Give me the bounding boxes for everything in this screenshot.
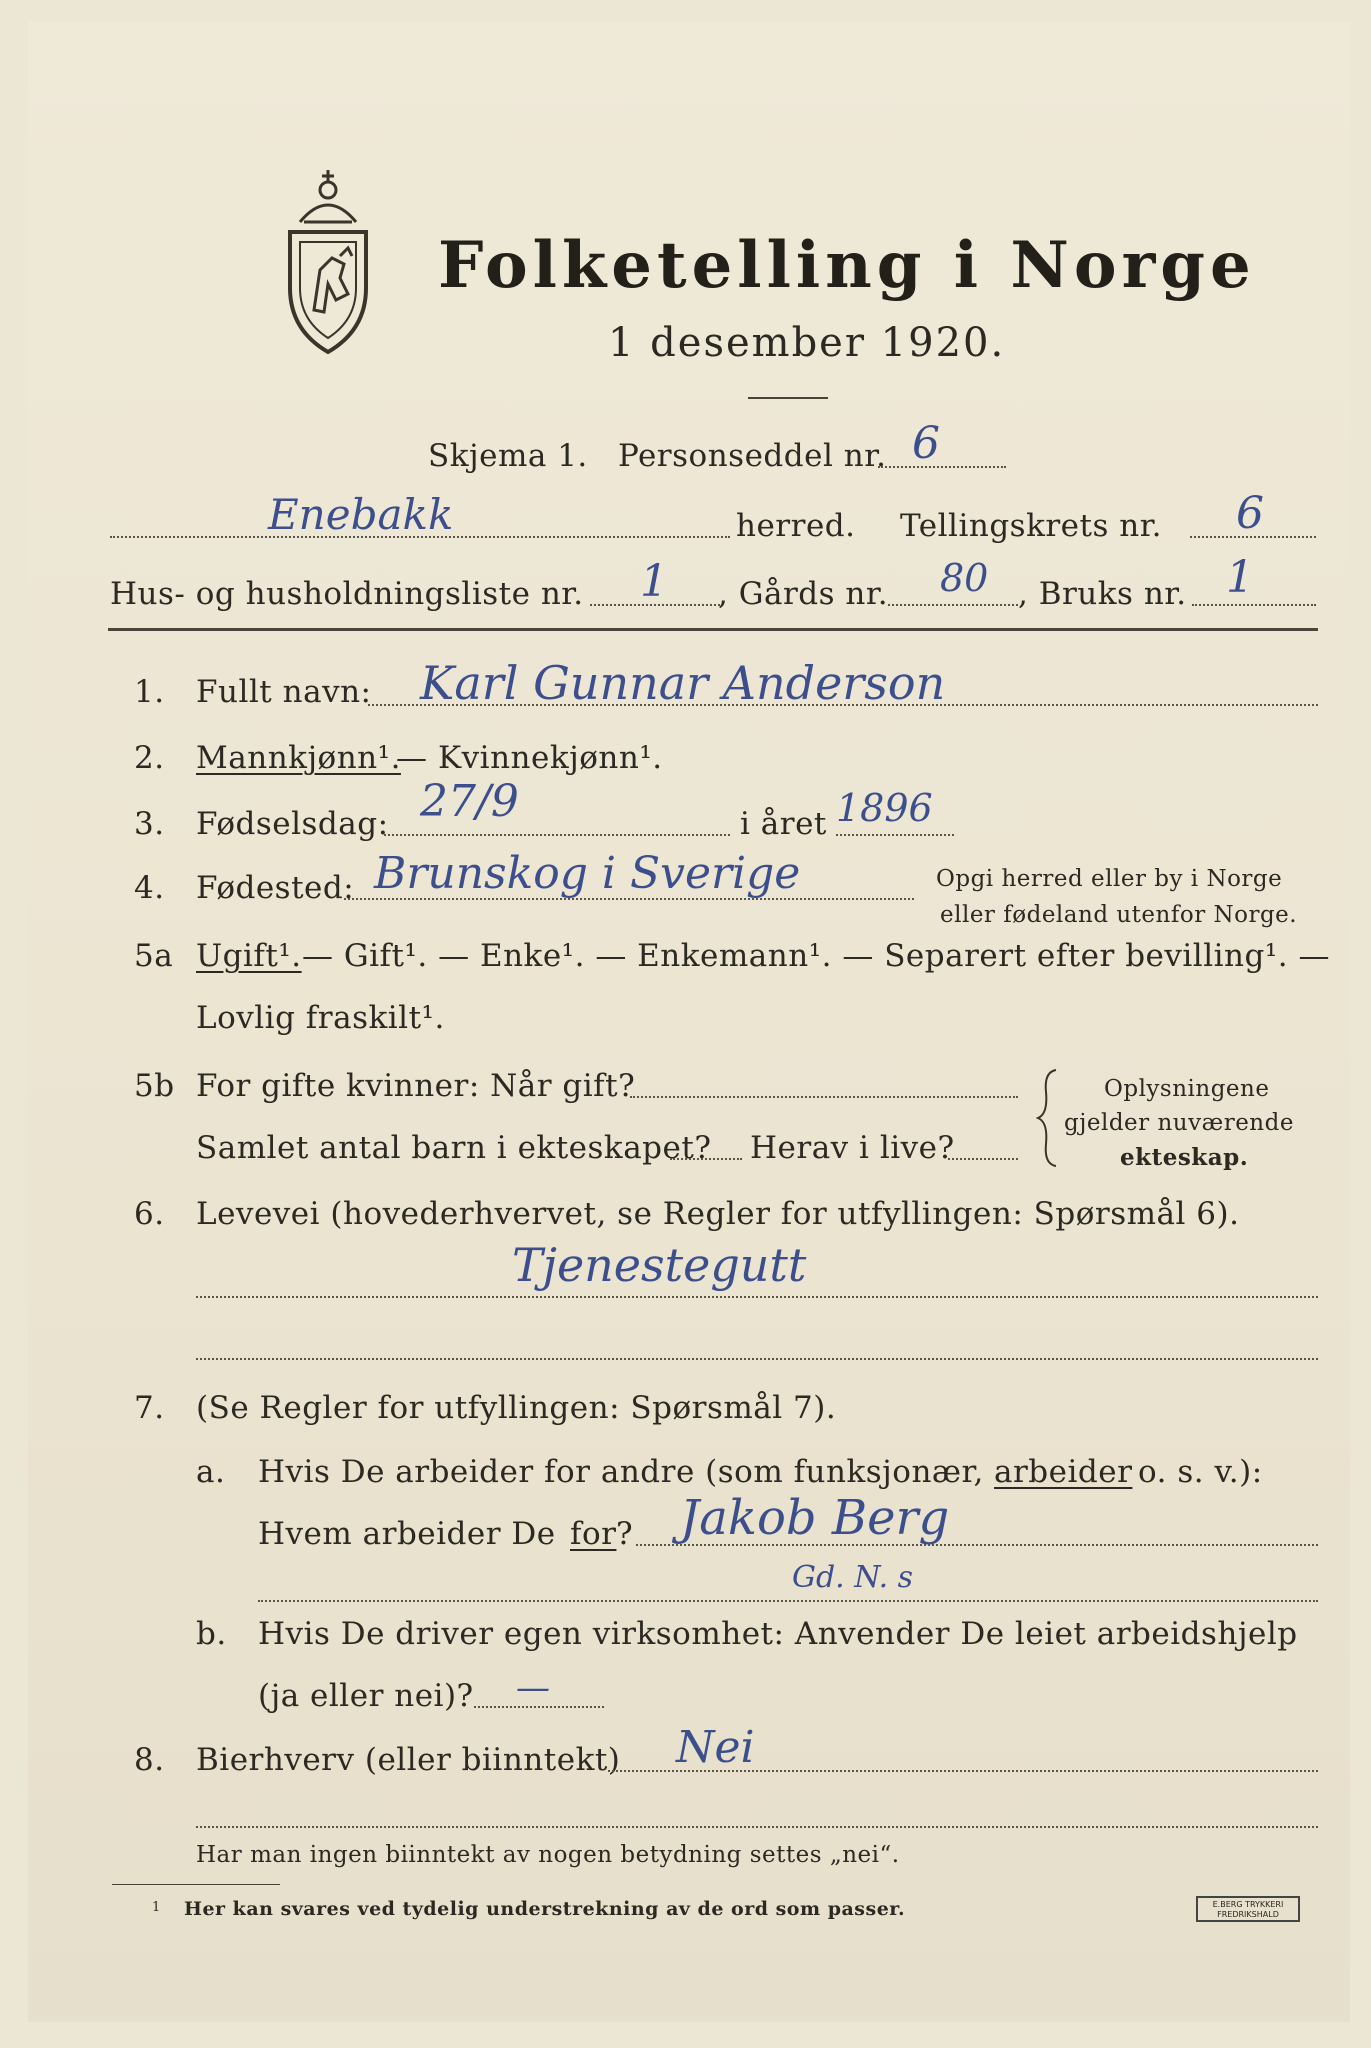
q8-field-line-2 bbox=[196, 1826, 1318, 1828]
q7-label: (Se Regler for utfyllingen: Spørsmål 7). bbox=[196, 1390, 837, 1426]
q8-value[interactable]: Nei bbox=[676, 1722, 755, 1773]
q5b-married-field-line bbox=[630, 1096, 1018, 1098]
q5b-children-field-line bbox=[670, 1158, 742, 1160]
q5a-option-ugift[interactable]: Ugift¹. bbox=[196, 938, 302, 974]
q3-date-field-line bbox=[384, 834, 730, 836]
q6-number: 6. bbox=[134, 1196, 165, 1232]
q5a-number: 5a bbox=[134, 938, 174, 974]
footer-note: Har man ingen biinntekt av nogen betydning settes „nei“. bbox=[196, 1842, 900, 1868]
q2-separator: — bbox=[396, 740, 428, 776]
q5b-alive-field-line bbox=[948, 1158, 1018, 1160]
q8-label: Bierhverv (eller biinntekt) bbox=[196, 1742, 621, 1778]
gards-value[interactable]: 80 bbox=[940, 556, 989, 600]
brace-icon bbox=[1036, 1068, 1060, 1168]
q1-full-name-value[interactable]: Karl Gunnar Anderson bbox=[420, 656, 946, 710]
q5a-other-options[interactable]: — Gift¹. — Enke¹. — Enkemann¹. — Separert efter bevilling¹. — bbox=[302, 938, 1330, 974]
gards-field-line bbox=[888, 604, 1018, 606]
q2-number: 2. bbox=[134, 740, 165, 776]
husliste-value[interactable]: 1 bbox=[640, 556, 668, 607]
q7b-line2-label: (ja eller nei)? bbox=[258, 1678, 474, 1714]
q7b-letter: b. bbox=[196, 1616, 227, 1652]
gards-label: , Gårds nr. bbox=[718, 576, 889, 612]
q4-birthplace-value[interactable]: Brunskog i Sverige bbox=[374, 848, 801, 899]
q5b-note2: gjelder nuværende bbox=[1064, 1110, 1294, 1136]
bruks-label: , Bruks nr. bbox=[1018, 576, 1187, 612]
q7a-option-for[interactable]: for bbox=[570, 1516, 617, 1552]
q2-option-female[interactable]: Kvinnekjønn¹. bbox=[438, 740, 663, 776]
q6-occupation-value[interactable]: Tjenestegutt bbox=[512, 1238, 807, 1292]
q6-label: Levevei (hovederhvervet, se Regler for utfyllingen: Spørsmål 6). bbox=[196, 1196, 1240, 1232]
q7a-line1-pre: Hvis De arbeider for andre (som funksjonær, bbox=[258, 1454, 984, 1490]
bruks-field-line bbox=[1192, 604, 1316, 606]
form-subtitle: 1 desember 1920. bbox=[608, 320, 1006, 366]
q5b-number: 5b bbox=[134, 1068, 175, 1104]
q5b-alive-label: Herav i live? bbox=[750, 1130, 955, 1166]
q7a-letter: a. bbox=[196, 1454, 226, 1490]
q4-note-line2: eller fødeland utenfor Norge. bbox=[940, 902, 1298, 928]
q7a-line2-pre: Hvem arbeider De bbox=[258, 1516, 556, 1552]
q6-field-line-2 bbox=[196, 1358, 1318, 1360]
printer-stamp-line1: E.BERG TRYKKERI bbox=[1212, 1900, 1284, 1909]
footnote-mark: 1 bbox=[152, 1900, 161, 1915]
personseddel-field-line bbox=[878, 466, 1006, 468]
norway-coat-of-arms-icon bbox=[270, 160, 386, 356]
tellingskrets-value[interactable]: 6 bbox=[1236, 488, 1264, 539]
footnote-text: Her kan svares ved tydelig understrekning av de ord som passer. bbox=[184, 1898, 906, 1920]
q3-birthdate-value[interactable]: 27/9 bbox=[420, 776, 519, 827]
q3-label: Fødselsdag: bbox=[196, 806, 389, 842]
q5b-children-label: Samlet antal barn i ekteskapet? bbox=[196, 1130, 712, 1166]
q7-number: 7. bbox=[134, 1390, 165, 1426]
printer-stamp bbox=[1196, 1896, 1300, 1922]
bruks-value[interactable]: 1 bbox=[1226, 552, 1254, 603]
form-title: Folketelling i Norge bbox=[438, 228, 1256, 303]
q1-label: Fullt navn: bbox=[196, 674, 372, 710]
q7a-field-line-2 bbox=[258, 1600, 1318, 1602]
q3-number: 3. bbox=[134, 806, 165, 842]
personseddel-value[interactable]: 6 bbox=[912, 418, 940, 469]
q3-year-label: i året bbox=[740, 806, 827, 842]
header-separator bbox=[108, 628, 1318, 631]
q5b-note3: ekteskap. bbox=[1120, 1144, 1249, 1171]
q7a-option-arbeider[interactable]: arbeider bbox=[994, 1454, 1133, 1490]
q2-option-male[interactable]: Mannkjønn¹. bbox=[196, 740, 401, 776]
herred-label: herred. bbox=[736, 508, 856, 544]
q3-year-field-line bbox=[836, 834, 954, 836]
title-divider bbox=[748, 397, 828, 399]
q1-number: 1. bbox=[134, 674, 165, 710]
q7b-value[interactable]: — bbox=[516, 1668, 550, 1708]
q7b-line1: Hvis De driver egen virksomhet: Anvender De leiet arbeidshjelp bbox=[258, 1616, 1298, 1652]
q5b-line1-label: For gifte kvinner: Når gift? bbox=[196, 1068, 636, 1104]
q7a-line1-post: o. s. v.): bbox=[1138, 1454, 1263, 1490]
q3-year-value[interactable]: 1896 bbox=[836, 786, 933, 830]
printer-stamp-line2: FREDRIKSHALD bbox=[1217, 1910, 1279, 1919]
herred-value[interactable]: Enebakk bbox=[268, 490, 454, 539]
q5b-note1: Oplysningene bbox=[1104, 1076, 1270, 1102]
husliste-label: Hus- og husholdningsliste nr. bbox=[110, 576, 584, 612]
q5a-option-fraskilt[interactable]: Lovlig fraskilt¹. bbox=[196, 1000, 445, 1036]
skjema-label: Skjema 1. bbox=[428, 438, 588, 474]
q4-label: Fødested: bbox=[196, 870, 355, 906]
q7a-line2-post: ? bbox=[616, 1516, 634, 1552]
personseddel-label: Personseddel nr. bbox=[618, 438, 887, 474]
footnote-rule bbox=[112, 1884, 280, 1885]
q4-note-line1: Opgi herred eller by i Norge bbox=[936, 866, 1283, 892]
q6-field-line-1 bbox=[196, 1296, 1318, 1298]
tellingskrets-label: Tellingskrets nr. bbox=[900, 508, 1162, 544]
q7a-employer-value[interactable]: Jakob Berg bbox=[680, 1490, 950, 1546]
q7a-employer-note[interactable]: Gd. N. s bbox=[792, 1560, 914, 1595]
q8-number: 8. bbox=[134, 1742, 165, 1778]
q4-number: 4. bbox=[134, 870, 165, 906]
